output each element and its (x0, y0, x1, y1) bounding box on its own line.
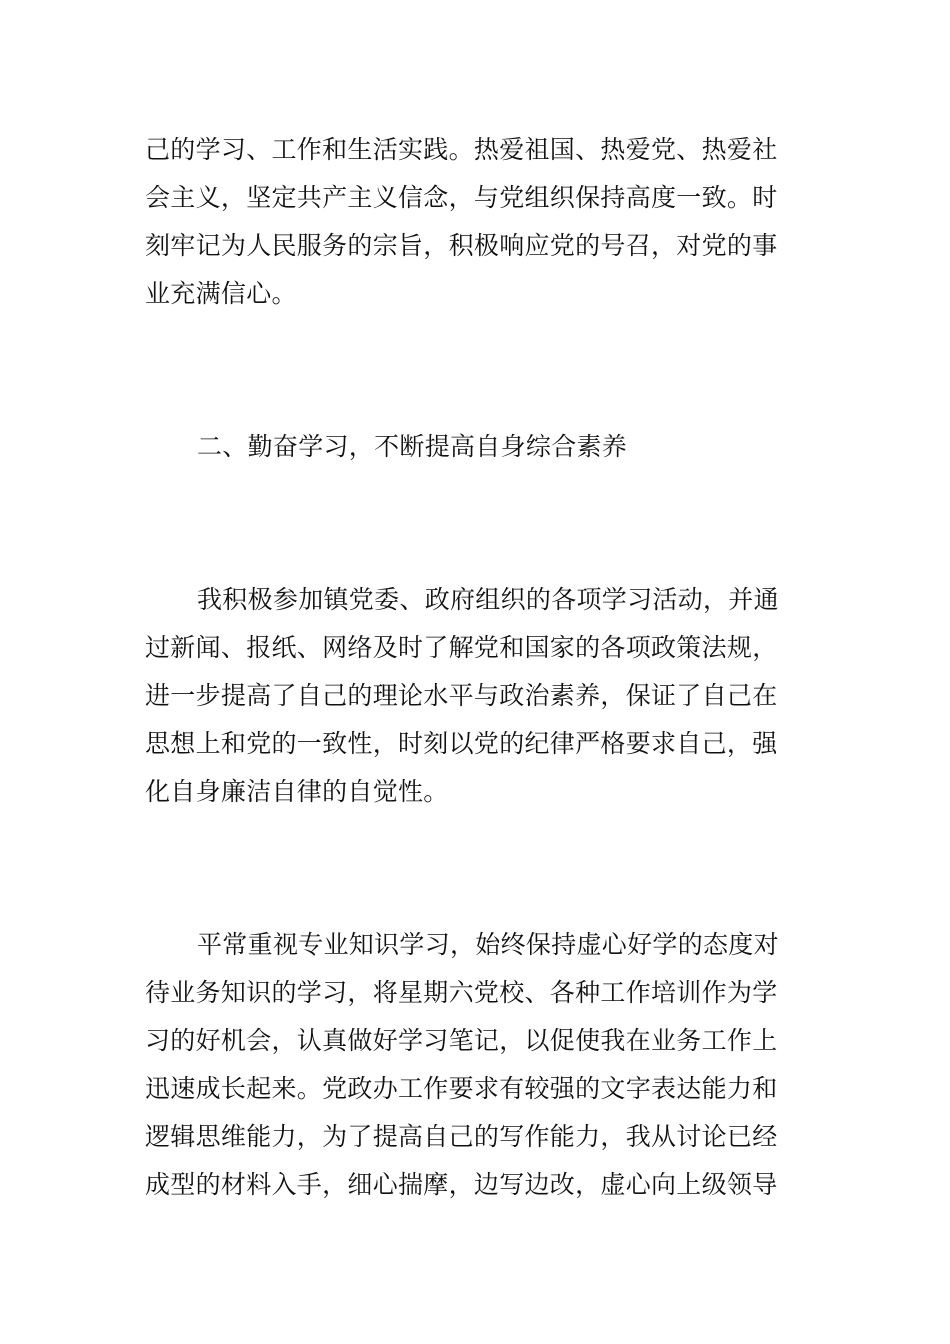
paragraph-3-line-2: 过新闻、报纸、网络及时了解党和国家的各项政策法规， (145, 633, 778, 662)
paragraph-4-line-3: 习的好机会，认真做好学习笔记，以促使我在业务工作上 (145, 1026, 778, 1055)
paragraph-4-line-1: 平常重视专业知识学习，始终保持虚心好学的态度对 (197, 930, 779, 959)
paragraph-1-line-1: 己的学习、工作和生活实践。热爱祖国、热爱党、热爱社 (145, 135, 778, 164)
paragraph-1-line-3: 刻牢记为人民服务的宗旨，积极响应党的号召，对党的事 (145, 231, 778, 260)
paragraph-3-line-3: 进一步提高了自己的理论水平与政治素养，保证了自己在 (145, 681, 778, 710)
paragraph-4-line-4: 迅速成长起来。党政办工作要求有较强的文字表达能力和 (145, 1074, 778, 1103)
paragraph-1-line-2: 会主义，坚定共产主义信念，与党组织保持高度一致。时 (145, 183, 778, 212)
paragraph-1-line-4: 业充满信心。 (145, 279, 297, 308)
paragraph-4-line-2: 待业务知识的学习，将星期六党校、各种工作培训作为学 (145, 978, 778, 1007)
paragraph-3-line-1: 我积极参加镇党委、政府组织的各项学习活动，并通 (197, 585, 779, 614)
paragraph-3-line-5: 化自身廉洁自律的自觉性。 (145, 777, 449, 806)
section-heading: 二、勤奋学习，不断提高自身综合素养 (197, 432, 628, 461)
paragraph-4-line-5: 逻辑思维能力，为了提高自己的写作能力，我从讨论已经 (145, 1122, 778, 1151)
paragraph-4-line-6: 成型的材料入手，细心揣摩，边写边改，虚心向上级领导 (145, 1170, 778, 1199)
paragraph-3-line-4: 思想上和党的一致性，时刻以党的纪律严格要求自己，强 (145, 729, 778, 758)
